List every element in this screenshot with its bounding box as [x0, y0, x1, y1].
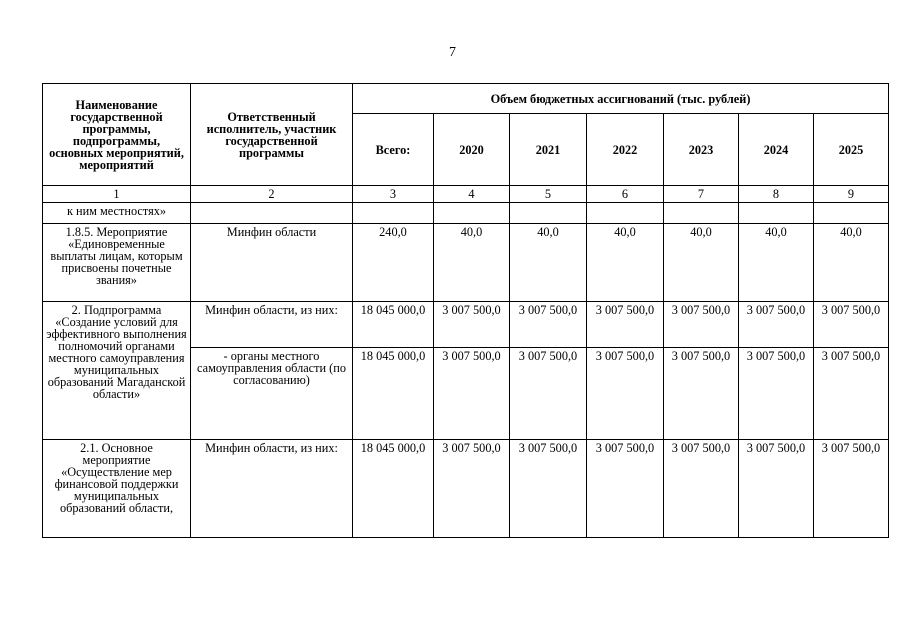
row-total: 18 045 000,0: [353, 440, 434, 538]
row-value: 3 007 500,0: [434, 302, 510, 348]
header-name-column: Наименование государственной программы, подпрограммы, основных мероприятий, мероприятий: [43, 84, 191, 186]
continuation-row: [43, 203, 889, 224]
row-value: 3 007 500,0: [664, 302, 739, 348]
row-sub-total: 18 045 000,0: [353, 348, 434, 440]
column-number: 2: [191, 186, 353, 203]
column-number-row: [43, 186, 889, 203]
row-sub-value: 3 007 500,0: [434, 348, 510, 440]
row-value: 3 007 500,0: [587, 302, 664, 348]
table-row: [43, 224, 889, 302]
row-value: 40,0: [664, 224, 739, 302]
table-row: [43, 440, 889, 538]
header-year: 2022: [587, 114, 664, 186]
column-number: 8: [739, 186, 814, 203]
row-name: 2. Подпрограмма «Создание условий для эффективного выполнения полномочий органами местного самоуправления муниципальных образований Магаданской области»: [43, 302, 191, 440]
column-number: 5: [510, 186, 587, 203]
row-value: 40,0: [434, 224, 510, 302]
header-budget-group: Объем бюджетных ассигнований (тыс. рублей): [353, 84, 889, 114]
budget-table: [42, 83, 889, 538]
row-value: 3 007 500,0: [510, 302, 587, 348]
header-total: Всего:: [353, 114, 434, 186]
row-value: 3 007 500,0: [587, 440, 664, 538]
row-value: 3 007 500,0: [814, 302, 889, 348]
row-value: 3 007 500,0: [739, 302, 814, 348]
row-sub-value: 3 007 500,0: [510, 348, 587, 440]
row-value: 3 007 500,0: [814, 440, 889, 538]
header-year: 2024: [739, 114, 814, 186]
header-year: 2021: [510, 114, 587, 186]
column-number: 1: [43, 186, 191, 203]
row-name: 1.8.5. Мероприятие «Единовременные выплаты лицам, которым присвоены почетные звания»: [43, 224, 191, 302]
row-total: 240,0: [353, 224, 434, 302]
header-year: 2025: [814, 114, 889, 186]
row-value: 40,0: [510, 224, 587, 302]
row-sub-value: 3 007 500,0: [664, 348, 739, 440]
continuation-text: к ним местностях»: [43, 203, 191, 224]
row-value: 40,0: [814, 224, 889, 302]
page-number: 7: [449, 45, 456, 60]
table-row: [43, 302, 889, 348]
header-year: 2023: [664, 114, 739, 186]
row-sub-value: 3 007 500,0: [814, 348, 889, 440]
column-number: 6: [587, 186, 664, 203]
row-responsible: Минфин области, из них:: [191, 440, 353, 538]
row-sub-value: 3 007 500,0: [587, 348, 664, 440]
row-value: 3 007 500,0: [434, 440, 510, 538]
row-value: 40,0: [587, 224, 664, 302]
row-value: 3 007 500,0: [664, 440, 739, 538]
row-sub-value: 3 007 500,0: [739, 348, 814, 440]
row-name: 2.1. Основное мероприятие «Осуществление мер финансовой поддержки муниципальных образований области,: [43, 440, 191, 538]
column-number: 3: [353, 186, 434, 203]
row-value: 40,0: [739, 224, 814, 302]
column-number: 9: [814, 186, 889, 203]
header-responsible-column: Ответственный исполнитель, участник государственной программы: [191, 84, 353, 186]
row-value: 3 007 500,0: [510, 440, 587, 538]
column-number: 7: [664, 186, 739, 203]
column-number: 4: [434, 186, 510, 203]
row-total: 18 045 000,0: [353, 302, 434, 348]
row-responsible: Минфин области, из них:: [191, 302, 353, 348]
header-year: 2020: [434, 114, 510, 186]
row-value: 3 007 500,0: [739, 440, 814, 538]
row-sub-responsible: - органы местного самоуправления области (по согласованию): [191, 348, 353, 440]
row-responsible: Минфин области: [191, 224, 353, 302]
